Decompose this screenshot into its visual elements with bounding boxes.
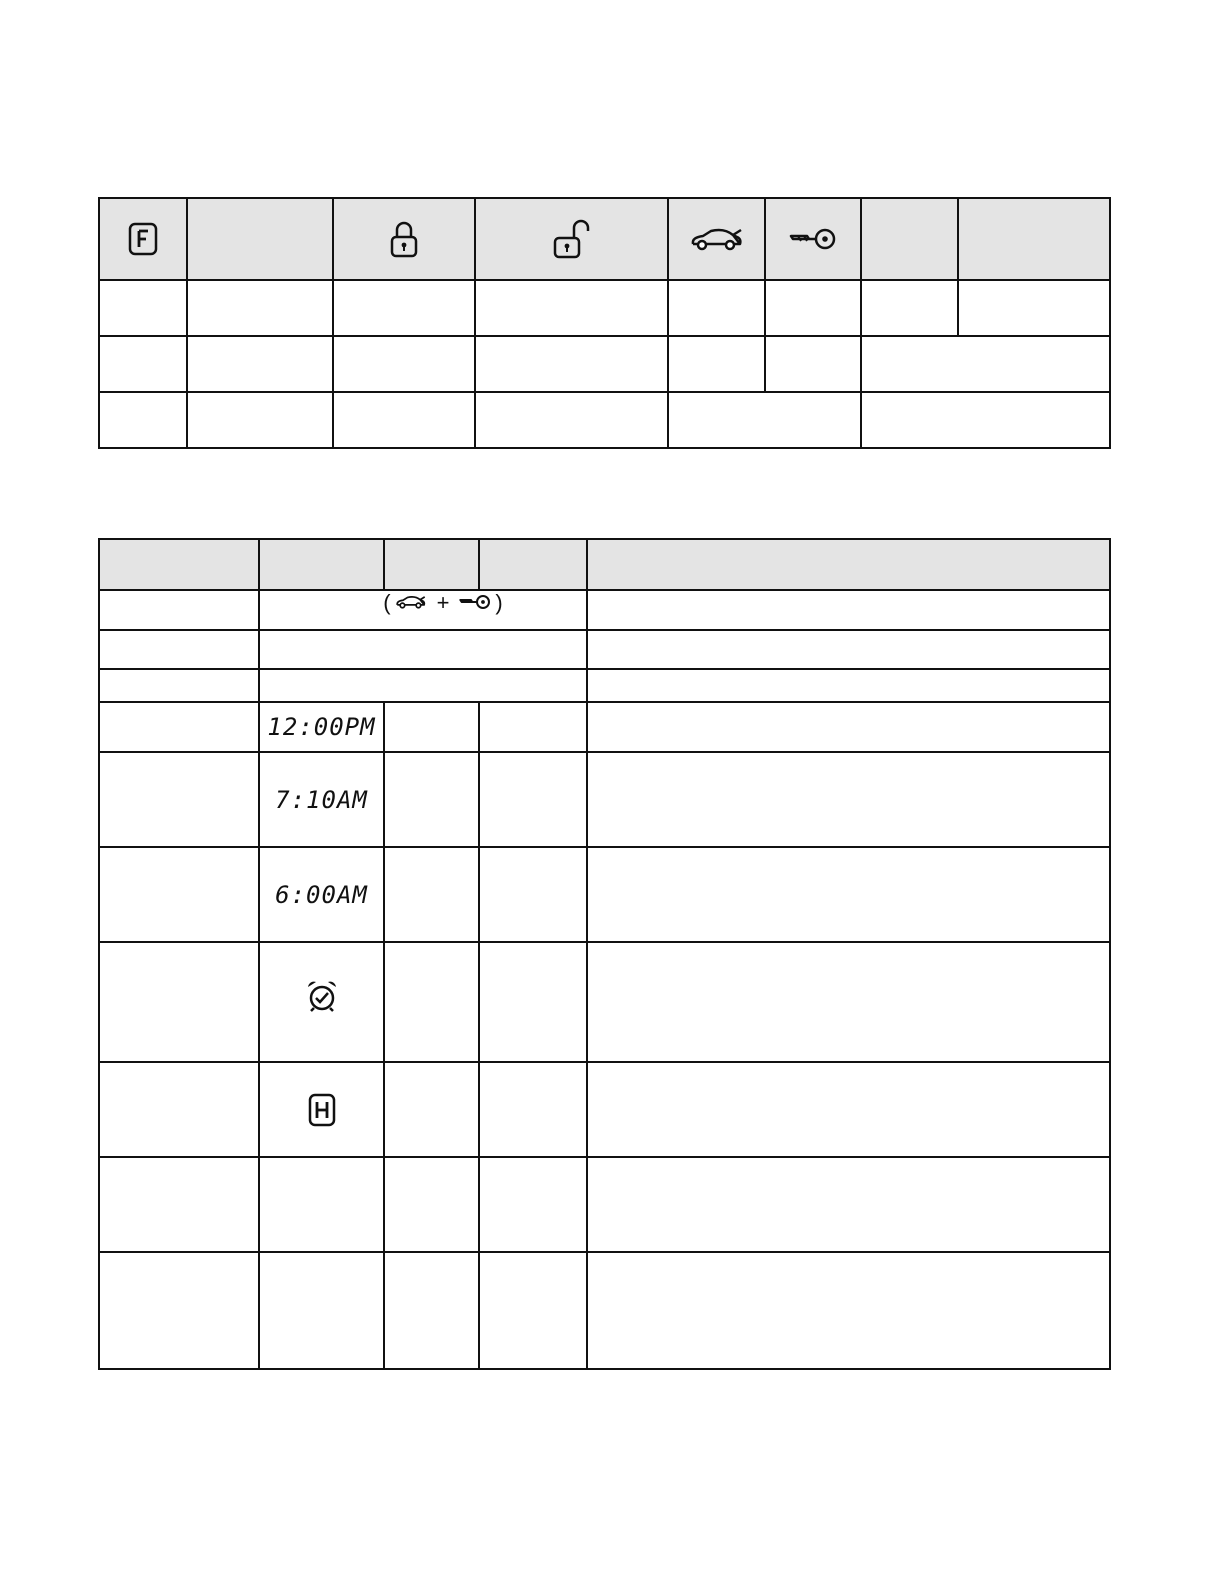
button-combo-cell: [259, 590, 587, 630]
table-cell: [99, 590, 259, 630]
table-cell: [99, 1062, 259, 1157]
table-cell: [479, 752, 587, 847]
table-row: [99, 1252, 1110, 1369]
table-cell: [384, 702, 479, 752]
table-cell: [99, 336, 187, 392]
header-cell-8: [958, 198, 1110, 280]
table-cell: [99, 702, 259, 752]
table-cell: [668, 280, 765, 336]
table-row: [99, 669, 1110, 702]
table-cell: [99, 669, 259, 702]
table-cell: [99, 392, 187, 448]
table-cell: [99, 847, 259, 942]
table-cell: [333, 392, 475, 448]
table-row: [99, 392, 1110, 448]
table-cell: [187, 392, 333, 448]
table-cell: [587, 1252, 1110, 1369]
header-cell-4: [479, 539, 587, 590]
key-icon: [459, 592, 491, 614]
table-cell: [587, 702, 1110, 752]
table-cell: [384, 1252, 479, 1369]
table-cell: [475, 336, 668, 392]
table-cell: [479, 847, 587, 942]
table-header-row: [99, 539, 1110, 590]
table-row: [99, 1062, 1110, 1157]
plus-sign: +: [436, 590, 450, 615]
table-cell: [668, 392, 861, 448]
table-cell: [587, 590, 1110, 630]
header-cell-lock: [333, 198, 475, 280]
table-cell: [259, 630, 587, 669]
table-cell: [479, 702, 587, 752]
table-row: [99, 1157, 1110, 1252]
trunk-car-icon: [669, 226, 764, 252]
display-cell: [259, 752, 384, 847]
table-cell: [861, 280, 958, 336]
table-cell: [765, 280, 861, 336]
table-cell: [587, 942, 1110, 1062]
table-cell: [259, 669, 587, 702]
header-cell-2: [259, 539, 384, 590]
table-row: [99, 280, 1110, 336]
lock-icon: [334, 219, 474, 259]
header-cell-f: [99, 198, 187, 280]
table-header-row: [99, 198, 1110, 280]
table-row: [99, 630, 1110, 669]
table-cell: [479, 1157, 587, 1252]
key-icon: [766, 227, 860, 251]
lcd-time-display: 7:10AM: [275, 785, 368, 814]
table-cell: [587, 1062, 1110, 1157]
table-cell: [479, 942, 587, 1062]
header-cell-key: [765, 198, 861, 280]
lcd-time-display: 6:00AM: [275, 880, 368, 909]
function-f-icon: [100, 222, 186, 256]
table-cell: [475, 392, 668, 448]
open-paren: (: [383, 590, 391, 615]
table-cell: [587, 630, 1110, 669]
table-cell: [668, 336, 765, 392]
header-cell-unlock: [475, 198, 668, 280]
table-row: [99, 752, 1110, 847]
display-cell: [259, 702, 384, 752]
table-cell: [587, 847, 1110, 942]
table-cell: [99, 1157, 259, 1252]
table-cell: [99, 280, 187, 336]
button-function-table: [98, 197, 1111, 449]
table-cell: [958, 280, 1110, 336]
table-cell: [384, 1157, 479, 1252]
settings-table: [98, 538, 1111, 1370]
header-cell-5: [587, 539, 1110, 590]
table-cell: [479, 1252, 587, 1369]
table-cell: [99, 630, 259, 669]
header-cell-1: [99, 539, 259, 590]
table-cell: [187, 280, 333, 336]
table-cell: [259, 1157, 384, 1252]
alarm-clock-icon: [260, 979, 383, 1013]
table-cell: [259, 1252, 384, 1369]
table-cell: [384, 847, 479, 942]
unlock-icon: [476, 218, 667, 260]
table-row: [99, 336, 1110, 392]
table-row: [99, 702, 1110, 752]
header-cell-trunk: [668, 198, 765, 280]
table-cell: [861, 392, 1110, 448]
lcd-time-display: 12:00PM: [267, 713, 376, 741]
header-cell-2: [187, 198, 333, 280]
display-cell: [259, 847, 384, 942]
icon-cell: [259, 942, 384, 1062]
table-cell: [99, 1252, 259, 1369]
table-cell: [384, 942, 479, 1062]
table-cell: [765, 336, 861, 392]
table-cell: [384, 1062, 479, 1157]
table-cell: [333, 280, 475, 336]
table-cell: [587, 669, 1110, 702]
table-row: [99, 847, 1110, 942]
table-cell: [587, 1157, 1110, 1252]
hold-h-icon: [260, 1093, 383, 1127]
table-row: [99, 590, 1110, 630]
table-cell: [187, 336, 333, 392]
icon-cell: [259, 1062, 384, 1157]
table-cell: [861, 336, 1110, 392]
trunk-car-icon: [395, 592, 427, 614]
table-cell: [99, 752, 259, 847]
table-cell: [99, 942, 259, 1062]
table-cell: [475, 280, 668, 336]
header-cell-3: [384, 539, 479, 590]
table-cell: [479, 1062, 587, 1157]
table-cell: [384, 752, 479, 847]
table-cell: [587, 752, 1110, 847]
close-paren: ): [495, 590, 503, 615]
button-combo: [383, 592, 503, 614]
table-cell: [333, 336, 475, 392]
header-cell-7: [861, 198, 958, 280]
table-row: [99, 942, 1110, 1062]
